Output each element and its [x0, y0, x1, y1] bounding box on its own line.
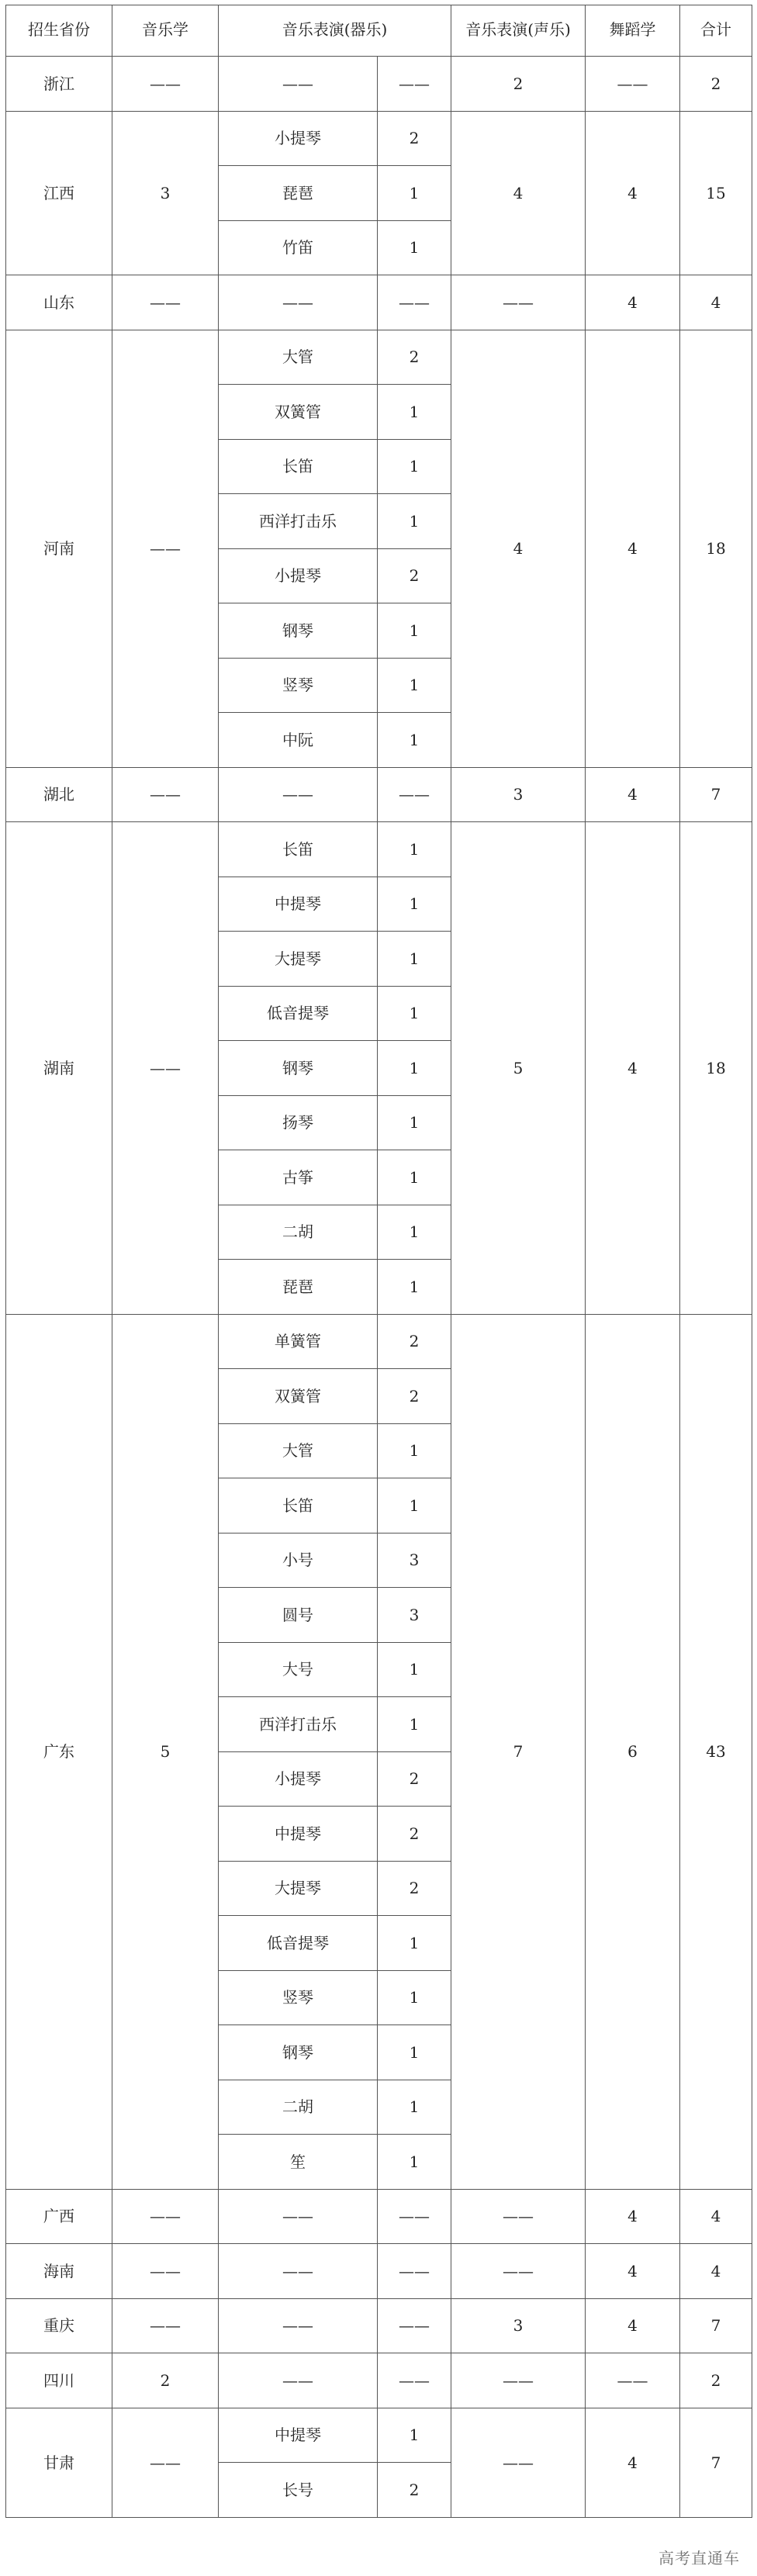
table-row — [6, 2189, 752, 2244]
instrument-name-cell: 大提琴 — [219, 1861, 378, 1916]
instrument-name-cell: 双簧管 — [219, 385, 378, 440]
instrument-count-cell: 1 — [378, 932, 451, 987]
province-cell: 河南 — [6, 330, 112, 767]
dance-cell: 4 — [586, 330, 680, 767]
instrument-name-cell: 琵琶 — [219, 1260, 378, 1315]
vocal-cell: —— — [451, 2244, 586, 2299]
instrument-name-cell: 扬琴 — [219, 1095, 378, 1150]
watermark-text: 高考直通车 — [658, 2549, 740, 2567]
instrument-count-cell: 1 — [378, 1642, 451, 1697]
vocal-cell: 2 — [451, 57, 586, 112]
instrument-name-cell: 笙 — [219, 2135, 378, 2190]
header-instrumental: 音乐表演(器乐) — [219, 5, 451, 57]
enrollment-quota-table — [5, 5, 752, 2518]
instrument-name-cell: 大管 — [219, 1423, 378, 1478]
instrument-name-cell: 钢琴 — [219, 2025, 378, 2080]
instrument-name-cell: —— — [219, 2353, 378, 2408]
total-cell: 18 — [680, 822, 752, 1315]
vocal-cell: 4 — [451, 111, 586, 275]
instrument-count-cell: 1 — [378, 1041, 451, 1096]
instrument-count-cell: 2 — [378, 111, 451, 166]
instrument-name-cell: 西洋打击乐 — [219, 494, 378, 549]
table-row — [6, 111, 752, 166]
musicology-cell: 2 — [112, 2353, 219, 2408]
vocal-cell: —— — [451, 275, 586, 330]
instrument-name-cell: 大管 — [219, 330, 378, 385]
musicology-cell: —— — [112, 2244, 219, 2299]
instrument-name-cell: 二胡 — [219, 2080, 378, 2135]
instrument-name-cell: 竖琴 — [219, 1970, 378, 2025]
instrument-name-cell: 低音提琴 — [219, 1916, 378, 1971]
total-cell: 2 — [680, 2353, 752, 2408]
instrument-count-cell: 2 — [378, 1314, 451, 1369]
vocal-cell: 4 — [451, 330, 586, 767]
instrument-count-cell: 1 — [378, 439, 451, 494]
province-cell: 江西 — [6, 111, 112, 275]
total-cell: 4 — [680, 275, 752, 330]
musicology-cell: —— — [112, 275, 219, 330]
instrument-count-cell: 1 — [378, 2025, 451, 2080]
instrument-count-cell: —— — [378, 57, 451, 112]
instrument-count-cell: 1 — [378, 603, 451, 659]
instrument-count-cell: 1 — [378, 658, 451, 713]
instrument-name-cell: 大号 — [219, 1642, 378, 1697]
instrument-count-cell: 2 — [378, 548, 451, 603]
instrument-count-cell: 2 — [378, 2463, 451, 2518]
instrument-count-cell: 1 — [378, 1423, 451, 1478]
instrument-name-cell: —— — [219, 767, 378, 822]
table-row — [6, 2244, 752, 2299]
total-cell: 43 — [680, 1314, 752, 2189]
vocal-cell: —— — [451, 2189, 586, 2244]
dance-cell: 4 — [586, 822, 680, 1315]
instrument-count-cell: 1 — [378, 494, 451, 549]
header-total: 合计 — [680, 5, 752, 57]
instrument-count-cell: —— — [378, 2189, 451, 2244]
instrument-count-cell: —— — [378, 767, 451, 822]
instrument-name-cell: 单簧管 — [219, 1314, 378, 1369]
musicology-cell: —— — [112, 57, 219, 112]
musicology-cell: —— — [112, 822, 219, 1315]
instrument-count-cell: 3 — [378, 1533, 451, 1588]
instrument-count-cell: 2 — [378, 1369, 451, 1424]
total-cell: 4 — [680, 2244, 752, 2299]
dance-cell: —— — [586, 57, 680, 112]
table-row — [6, 2408, 752, 2463]
instrument-name-cell: 小提琴 — [219, 548, 378, 603]
total-cell: 7 — [680, 2408, 752, 2517]
dance-cell: 4 — [586, 767, 680, 822]
instrument-count-cell: —— — [378, 2244, 451, 2299]
instrument-name-cell: 双簧管 — [219, 1369, 378, 1424]
header-vocal: 音乐表演(声乐) — [451, 5, 586, 57]
dance-cell: 4 — [586, 2244, 680, 2299]
vocal-cell: —— — [451, 2408, 586, 2517]
instrument-name-cell: —— — [219, 2298, 378, 2353]
instrument-name-cell: —— — [219, 275, 378, 330]
instrument-count-cell: 3 — [378, 1588, 451, 1643]
table-row — [6, 2353, 752, 2408]
vocal-cell: —— — [451, 2353, 586, 2408]
instrument-name-cell: 竖琴 — [219, 658, 378, 713]
instrument-count-cell: 1 — [378, 1260, 451, 1315]
dance-cell: 4 — [586, 2298, 680, 2353]
dance-cell: 6 — [586, 1314, 680, 2189]
vocal-cell: 7 — [451, 1314, 586, 2189]
instrument-name-cell: —— — [219, 57, 378, 112]
instrument-name-cell: 低音提琴 — [219, 986, 378, 1041]
table-body — [6, 57, 752, 2518]
instrument-count-cell: 1 — [378, 166, 451, 221]
province-cell: 浙江 — [6, 57, 112, 112]
instrument-name-cell: 二胡 — [219, 1205, 378, 1260]
instrument-name-cell: 钢琴 — [219, 1041, 378, 1096]
dance-cell: 4 — [586, 275, 680, 330]
instrument-name-cell: 中提琴 — [219, 2408, 378, 2463]
instrument-name-cell: 小提琴 — [219, 1751, 378, 1807]
instrument-count-cell: —— — [378, 2298, 451, 2353]
instrument-count-cell: 1 — [378, 713, 451, 768]
instrument-name-cell: 琵琶 — [219, 166, 378, 221]
musicology-cell: —— — [112, 2298, 219, 2353]
instrument-count-cell: 2 — [378, 330, 451, 385]
instrument-count-cell: 1 — [378, 1150, 451, 1205]
instrument-name-cell: 钢琴 — [219, 603, 378, 659]
instrument-count-cell: 1 — [378, 385, 451, 440]
musicology-cell: 3 — [112, 111, 219, 275]
instrument-count-cell: 1 — [378, 2408, 451, 2463]
province-cell: 甘肃 — [6, 2408, 112, 2517]
vocal-cell: 3 — [451, 2298, 586, 2353]
instrument-count-cell: 1 — [378, 2080, 451, 2135]
instrument-name-cell: 大提琴 — [219, 932, 378, 987]
province-cell: 广东 — [6, 1314, 112, 2189]
instrument-name-cell: 西洋打击乐 — [219, 1697, 378, 1752]
instrument-name-cell: 中阮 — [219, 713, 378, 768]
instrument-count-cell: 2 — [378, 1751, 451, 1807]
musicology-cell: —— — [112, 2189, 219, 2244]
dance-cell: 4 — [586, 2189, 680, 2244]
table-row — [6, 275, 752, 330]
total-cell: 2 — [680, 57, 752, 112]
instrument-count-cell: 2 — [378, 1861, 451, 1916]
instrument-count-cell: 1 — [378, 1697, 451, 1752]
instrument-count-cell: —— — [378, 275, 451, 330]
total-cell: 18 — [680, 330, 752, 767]
instrument-name-cell: 古筝 — [219, 1150, 378, 1205]
instrument-name-cell: 长笛 — [219, 822, 378, 877]
instrument-count-cell: 1 — [378, 986, 451, 1041]
musicology-cell: 5 — [112, 1314, 219, 2189]
instrument-count-cell: 1 — [378, 1205, 451, 1260]
province-cell: 山东 — [6, 275, 112, 330]
province-cell: 四川 — [6, 2353, 112, 2408]
table-row — [6, 2298, 752, 2353]
instrument-count-cell: 1 — [378, 1478, 451, 1533]
total-cell: 7 — [680, 767, 752, 822]
total-cell: 15 — [680, 111, 752, 275]
instrument-name-cell: 竹笛 — [219, 220, 378, 275]
instrument-count-cell: 1 — [378, 220, 451, 275]
instrument-name-cell: 中提琴 — [219, 1807, 378, 1862]
musicology-cell: —— — [112, 2408, 219, 2517]
instrument-count-cell: 1 — [378, 2135, 451, 2190]
instrument-name-cell: 圆号 — [219, 1588, 378, 1643]
instrument-name-cell: —— — [219, 2244, 378, 2299]
header-row — [6, 5, 752, 57]
instrument-count-cell: 1 — [378, 1916, 451, 1971]
table-row — [6, 1314, 752, 1369]
province-cell: 湖南 — [6, 822, 112, 1315]
province-cell: 广西 — [6, 2189, 112, 2244]
instrument-count-cell: 2 — [378, 1807, 451, 1862]
dance-cell: —— — [586, 2353, 680, 2408]
province-cell: 重庆 — [6, 2298, 112, 2353]
instrument-name-cell: —— — [219, 2189, 378, 2244]
musicology-cell: —— — [112, 767, 219, 822]
dance-cell: 4 — [586, 2408, 680, 2517]
province-cell: 湖北 — [6, 767, 112, 822]
instrument-count-cell: 1 — [378, 1095, 451, 1150]
total-cell: 7 — [680, 2298, 752, 2353]
instrument-count-cell: 1 — [378, 877, 451, 932]
instrument-name-cell: 长号 — [219, 2463, 378, 2518]
total-cell: 4 — [680, 2189, 752, 2244]
instrument-name-cell: 小提琴 — [219, 111, 378, 166]
instrument-count-cell: —— — [378, 2353, 451, 2408]
table-row — [6, 822, 752, 877]
instrument-count-cell: 1 — [378, 822, 451, 877]
dance-cell: 4 — [586, 111, 680, 275]
header-province: 招生省份 — [6, 5, 112, 57]
header-dance: 舞蹈学 — [586, 5, 680, 57]
table-row — [6, 767, 752, 822]
province-cell: 海南 — [6, 2244, 112, 2299]
musicology-cell: —— — [112, 330, 219, 767]
table-row — [6, 330, 752, 385]
instrument-name-cell: 长笛 — [219, 1478, 378, 1533]
table-row — [6, 57, 752, 112]
instrument-name-cell: 小号 — [219, 1533, 378, 1588]
instrument-name-cell: 中提琴 — [219, 877, 378, 932]
header-musicology: 音乐学 — [112, 5, 219, 57]
instrument-name-cell: 长笛 — [219, 439, 378, 494]
vocal-cell: 3 — [451, 767, 586, 822]
instrument-count-cell: 1 — [378, 1970, 451, 2025]
vocal-cell: 5 — [451, 822, 586, 1315]
